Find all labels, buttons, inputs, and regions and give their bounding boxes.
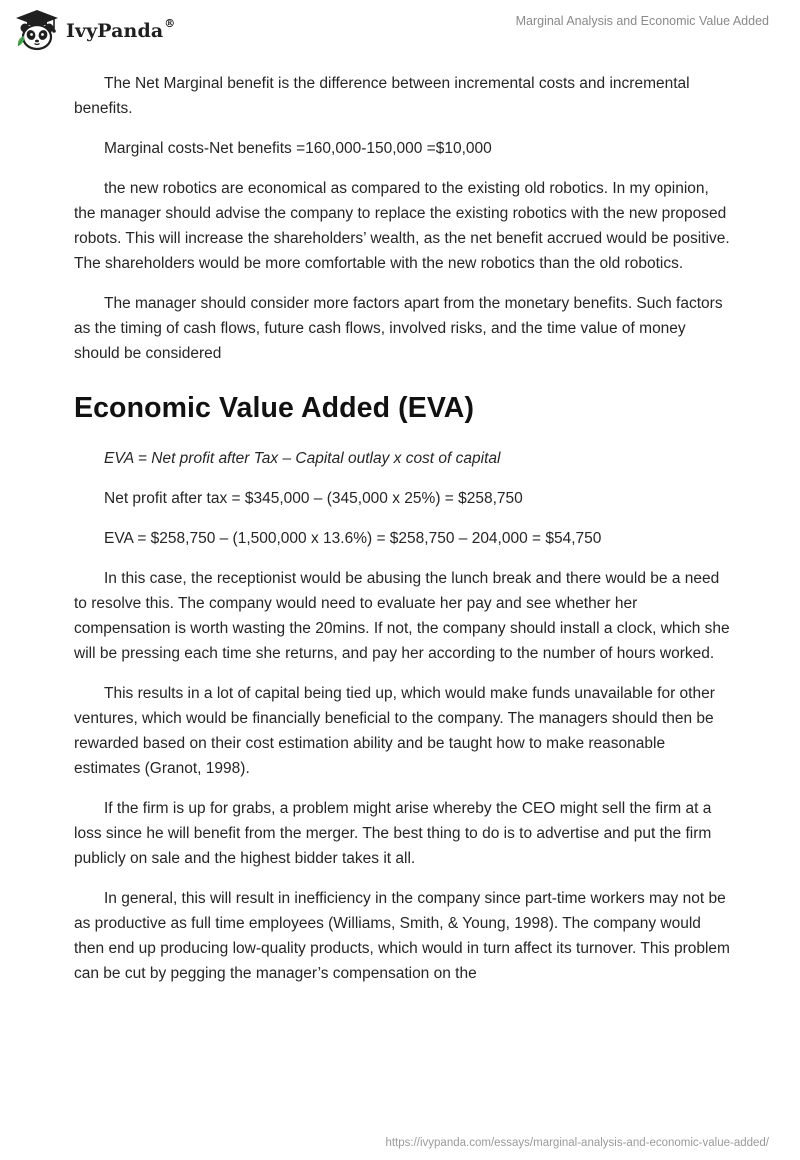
paragraph: In this case, the receptionist would be abusing the lunch break and there would be a need to resolve this. The company would need to evaluate her pay and see whether her compensation is worth wasting the 20mins. If not, the company should install a clock, which she will be pressing each time she returns, and pay her according to the number of hours worked. bbox=[74, 570, 730, 662]
paragraph: If the firm is up for grabs, a problem might arise whereby the CEO might sell the firm at a loss since he will benefit from the merger. The best thing to do is to advertise and put the firm publicly on sale and the highest bidder takes it all. bbox=[74, 800, 712, 867]
essay-body bbox=[74, 71, 734, 1001]
brand-logo[interactable] bbox=[14, 8, 175, 52]
document-title: Marginal Analysis and Economic Value Added bbox=[515, 14, 769, 28]
eva-formula: EVA = Net profit after Tax – Capital outlay x cost of capital bbox=[104, 450, 501, 467]
section-heading: Economic Value Added (EVA) bbox=[74, 392, 475, 424]
paragraph-marginal-calc: Marginal costs-Net benefits =160,000-150,000 =$10,000 bbox=[104, 140, 492, 157]
paragraph: The Net Marginal benefit is the difference between incremental costs and incremental benefits. bbox=[74, 75, 690, 117]
registered-mark: ® bbox=[164, 17, 176, 30]
paragraph: In general, this will result in inefficiency in the company since part-time workers may not be as productive as full time employees (Williams, Smith, & Young, 1998). The company would then end up producing low-quality products, which would in turn affect its turnover. This problem can be cut by pegging the manager’s compensation on the bbox=[74, 890, 730, 982]
paragraph: The manager should consider more factors apart from the monetary benefits. Such factors as the timing of cash flows, future cash flows, involved risks, and the time value of money should be considered bbox=[74, 295, 723, 362]
paragraph: This results in a lot of capital being tied up, which would make funds unavailable for other ventures, which would be financially beneficial to the company. The managers should then be rewarded based on their cost estimation ability and be taught how to make reasonable estimates (Granot, 1998). bbox=[74, 685, 715, 777]
panda-graduate-icon bbox=[14, 8, 60, 52]
net-profit-calc: Net profit after tax = $345,000 – (345,000 x 25%) = $258,750 bbox=[104, 490, 523, 507]
source-url-link[interactable]: https://ivypanda.com/essays/marginal-analysis-and-economic-value-added/ bbox=[385, 1137, 769, 1149]
eva-calc: EVA = $258,750 – (1,500,000 x 13.6%) = $258,750 – 204,000 = $54,750 bbox=[104, 530, 602, 547]
paragraph: the new robotics are economical as compared to the existing old robotics. In my opinion, the manager should advise the company to replace the existing robotics with the new proposed robots. This will increase the shareholders’ wealth, as the net benefit accrued would be positive. The shareholders would be more comfortable with the new robotics than the old robotics. bbox=[74, 180, 730, 272]
brand-name: IvyPanda® bbox=[66, 17, 176, 42]
